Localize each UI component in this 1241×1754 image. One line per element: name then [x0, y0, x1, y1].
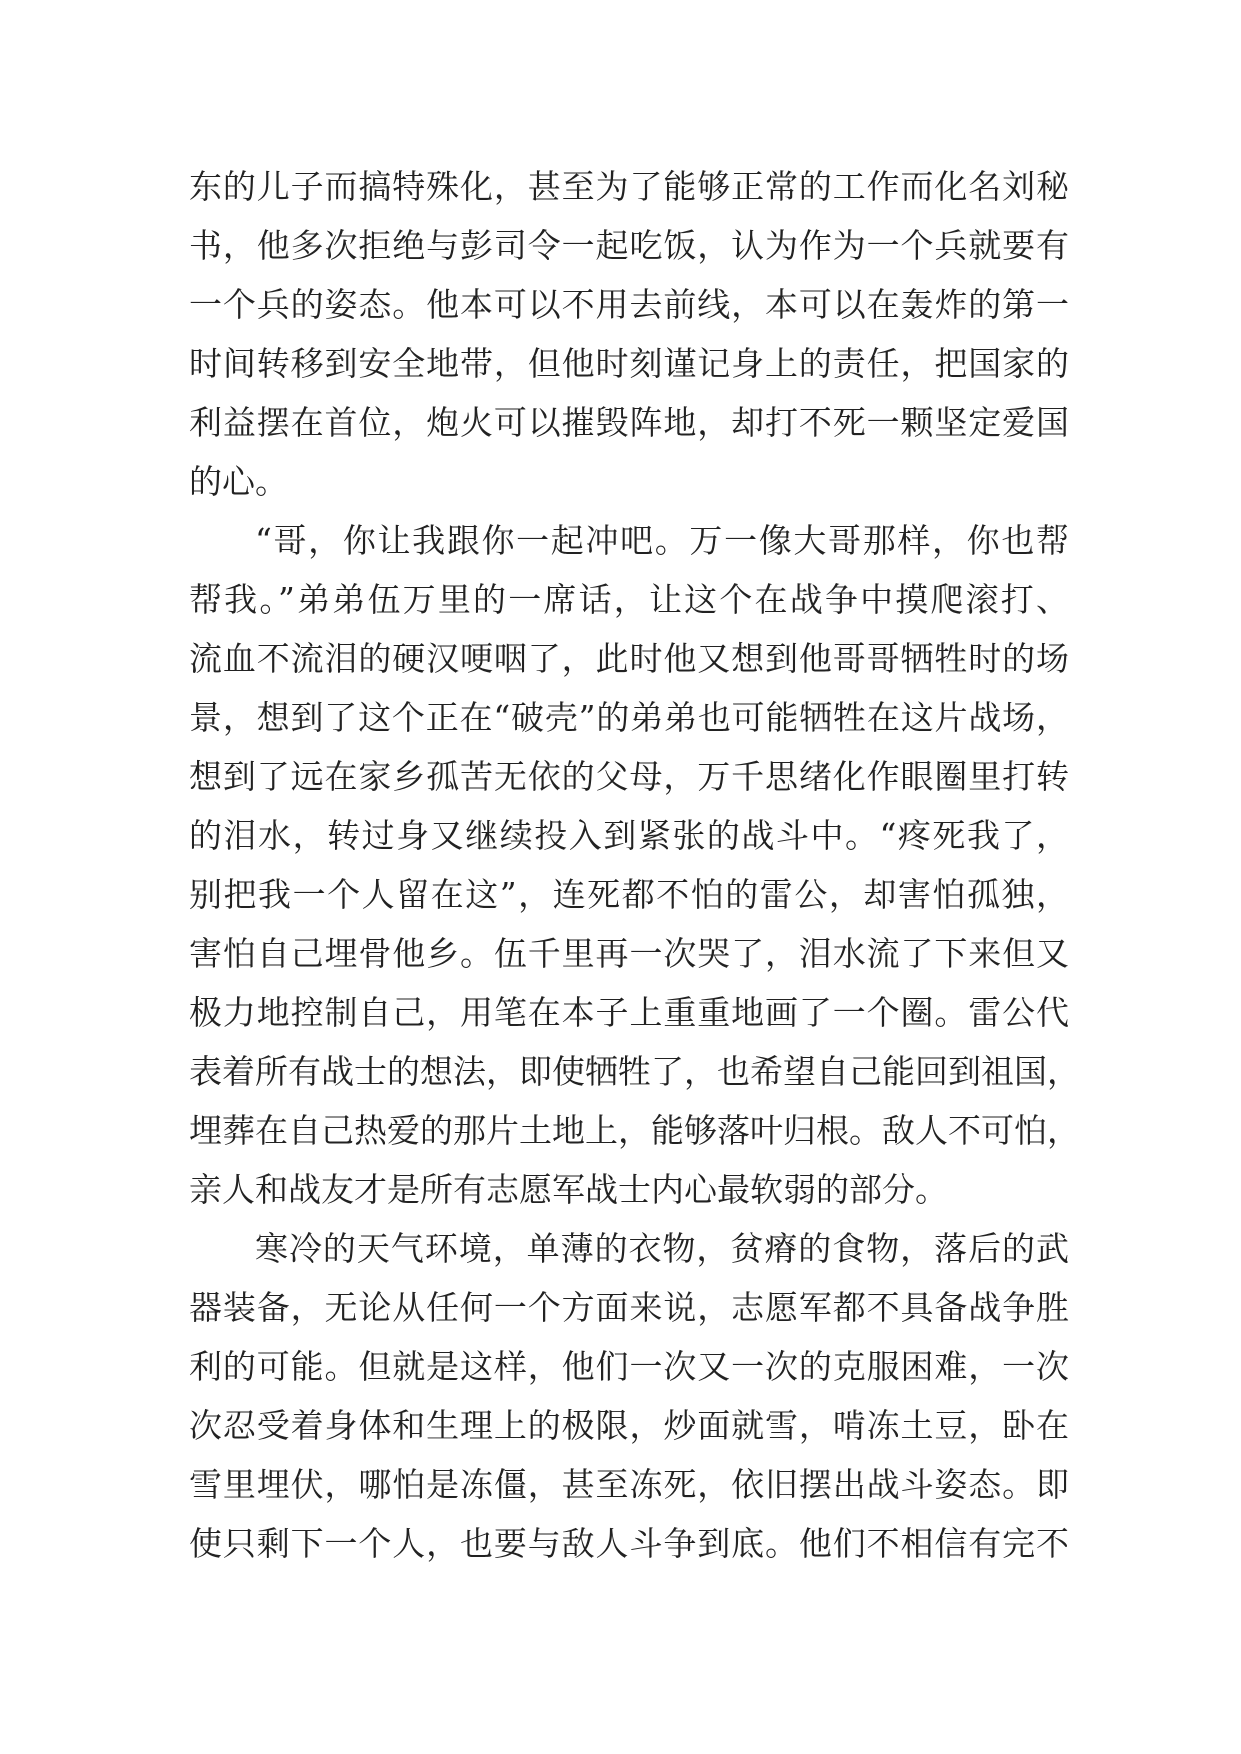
text-line: 帮我。”弟弟伍万里的一席话，让这个在战争中摸爬滚打、: [189, 580, 1069, 619]
text-line: 流血不流泪的硬汉哽咽了，此时他又想到他哥哥牺牲时的场: [189, 639, 1069, 678]
text-line: 书，他多次拒绝与彭司令一起吃饭，认为作为一个兵就要有: [189, 226, 1069, 265]
text-line: 时间转移到安全地带，但他时刻谨记身上的责任，把国家的: [189, 344, 1069, 383]
text-line: 想到了远在家乡孤苦无依的父母，万千思绪化作眼圈里打转: [189, 757, 1069, 796]
text-line: 利益摆在首位，炮火可以摧毁阵地，却打不死一颗坚定爱国: [189, 403, 1069, 442]
text-line: 景，想到了这个正在“破壳”的弟弟也可能牺牲在这片战场，: [189, 698, 1069, 737]
text-line: 使只剩下一个人，也要与敌人斗争到底。他们不相信有完不: [189, 1524, 1069, 1563]
text-line: 东的儿子而搞特殊化，甚至为了能够正常的工作而化名刘秘: [189, 167, 1069, 206]
text-line: 的泪水，转过身又继续投入到紧张的战斗中。“疼死我了，: [189, 816, 1069, 855]
text-line: 表着所有战士的想法，即使牺牲了，也希望自己能回到祖国，: [189, 1052, 1080, 1091]
text-line: 害怕自己埋骨他乡。伍千里再一次哭了，泪水流了下来但又: [189, 934, 1069, 973]
text-line: 一个兵的姿态。他本可以不用去前线，本可以在轰炸的第一: [189, 285, 1069, 324]
document-body: [189, 157, 1080, 1573]
text-line: 利的可能。但就是这样，他们一次又一次的克服困难，一次: [189, 1347, 1069, 1386]
text-line: 雪里埋伏，哪怕是冻僵，甚至冻死，依旧摆出战斗姿态。即: [189, 1465, 1069, 1504]
text-line: 亲人和战友才是所有志愿军战士内心最软弱的部分。: [189, 1170, 948, 1209]
text-line: 埋葬在自己热爱的那片土地上，能够落叶归根。敌人不可怕，: [189, 1111, 1080, 1150]
text-line: 极力地控制自己，用笔在本子上重重地画了一个圈。雷公代: [189, 993, 1069, 1032]
text-line: “哥，你让我跟你一起冲吧。万一像大哥那样，你也帮: [255, 521, 1069, 560]
text-line: 别把我一个人留在这”，连死都不怕的雷公，却害怕孤独，: [189, 875, 1069, 914]
text-line: 次忍受着身体和生理上的极限，炒面就雪，啃冻土豆，卧在: [189, 1406, 1069, 1445]
text-line: 寒冷的天气环境，单薄的衣物，贫瘠的食物，落后的武: [255, 1229, 1069, 1268]
text-line: 器装备，无论从任何一个方面来说，志愿军都不具备战争胜: [189, 1288, 1069, 1327]
text-line: 的心。: [189, 462, 288, 501]
